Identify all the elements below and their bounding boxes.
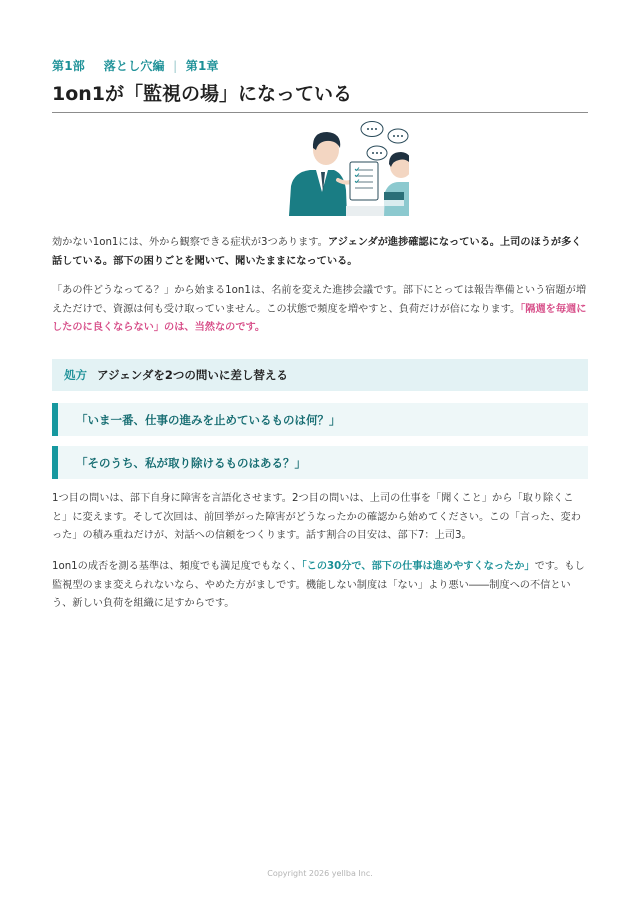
prescription-text: アジェンダを2つの問いに差し替える — [97, 368, 288, 382]
paragraph-progress-meeting — [52, 282, 588, 338]
subordinate-figure-icon — [384, 152, 409, 216]
paragraph-criteria-lead: 1on1の成否を測る基準は、頻度でも満足度でもなく、 — [52, 561, 302, 572]
prescription-label: 処方 — [64, 368, 87, 382]
question-callout-1: 「いま一番、仕事の進みを止めているものは何？」 — [52, 403, 588, 436]
copyright-footer: Copyright 2026 yellba Inc. — [267, 869, 373, 878]
paragraph-progress-lead: 「あの件どうなってる？」から始まる1on1は、名前を変えた進捗会議です。部下にとっては報告準備という宿題が増えただけで、資源は何も受け取っていません。この状態で頻度を増やすと、負荷だけが倍になります。 — [52, 285, 587, 315]
paragraph-symptoms — [52, 234, 588, 271]
title-divider — [52, 112, 588, 113]
paragraph-symptoms-lead: 効かない1on1には、外から観察できる症状が3つあります。 — [52, 237, 328, 248]
paragraph-success-criteria — [52, 558, 588, 614]
page-title: 1on1が「監視の場」になっている — [52, 83, 353, 105]
chapter-number: 第1章 — [185, 59, 219, 73]
chapter-separator: | — [173, 59, 178, 73]
paragraph-questions-explained: 1つ目の問いは、部下自身に障害を言語化させます。2つ目の問いは、上司の仕事を「聞くこと」から「取り除くこと」に変えます。そして次回は、前回挙がった障害がどうなったかの確認から始めてください。この「言った、変わった」の積み重ねだけが、対話への信頼をつくります。話す割合の目安は、部下7：上司3。 — [52, 493, 581, 541]
paragraph-criteria-tail: です。もし監視型のまま変えられないなら、やめた方がましです。機能しない制度は「ない」より悪い――制度への不信という、新しい負荷を組織に足すからです。 — [52, 561, 585, 609]
question-callout-2: 「そのうち、私が取り除けるものはある？」 — [52, 446, 588, 479]
meeting-illustration-icon — [234, 120, 409, 216]
manager-figure-icon — [289, 132, 356, 216]
prescription-box — [52, 359, 588, 391]
chapter-label — [52, 57, 219, 74]
part-label: 第1部 — [52, 59, 85, 73]
paragraph-symptoms-bold: アジェンダが進捗確認になっている。上司のほうが多く話している。部下の困りごとを聞いて、聞いたままになっている。 — [52, 237, 582, 267]
section-label: 落とし穴編 — [103, 59, 165, 73]
clipboard-icon — [350, 162, 378, 200]
paragraph-progress-highlight: 「隔週を毎週にしたのに良くならない」のは、当然なのです。 — [52, 303, 587, 333]
paragraph-criteria-highlight: 「この30分で、部下の仕事は進めやすくなったか」 — [301, 561, 535, 572]
